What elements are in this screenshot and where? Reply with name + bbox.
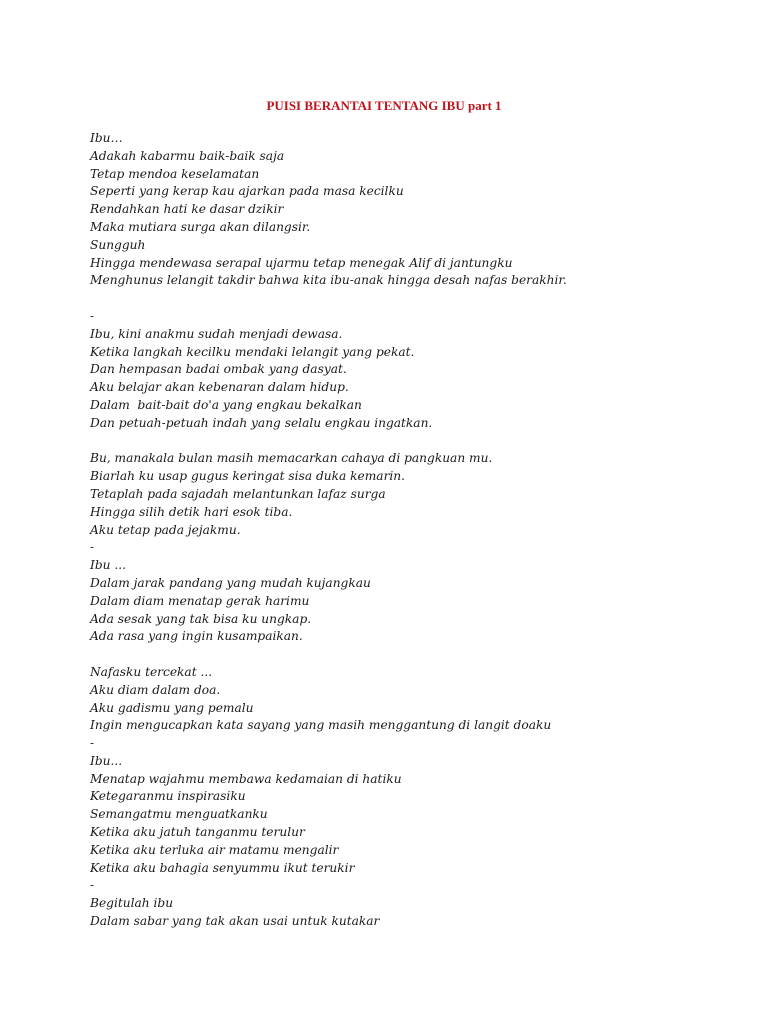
document-title: PUISI BERANTAI TENTANG IBU part 1: [266, 98, 502, 113]
poem-line: Ketika aku jatuh tanganmu terulur: [90, 825, 305, 840]
poem-line: Dalam jarak pandang yang mudah kujangkau: [90, 575, 371, 590]
poem-line: Ketika aku bahagia senyummu ikut terukir: [90, 860, 355, 875]
poem-line: Tetap mendoa keselamatan: [90, 166, 260, 181]
poem-line: -: [90, 736, 95, 751]
poem-line: Menghunus lelangit takdir bahwa kita ibu-anak hingga desah nafas berakhir.: [90, 273, 567, 288]
poem-line: Hingga mendewasa serapal ujarmu tetap menegak Alif di jantungku: [90, 255, 513, 270]
poem-line: Rendahkan hati ke dasar dzikir: [90, 202, 284, 217]
poem-line: Ketika aku terluka air matamu mengalir: [90, 842, 339, 857]
poem-line: Ketegaranmu inspirasiku: [90, 789, 246, 804]
poem-line: Nafasku tercekat ...: [90, 664, 213, 679]
poem-line: Ibu ...: [90, 558, 126, 573]
poem-line: [90, 433, 750, 451]
poem-line: Dalam sabar yang tak akan usai untuk kutakar: [90, 914, 380, 929]
poem-line: Aku gadismu yang pemalu: [90, 700, 254, 715]
poem-line: Biarlah ku usap gugus keringat sisa duka kemarin.: [90, 469, 406, 484]
poem-line: -: [90, 878, 95, 893]
poem-line: -: [90, 308, 95, 323]
poem-line: Aku tetap pada jejakmu.: [90, 522, 241, 537]
poem-line: [90, 290, 750, 308]
poem-line: Adakah kabarmu baik-baik saja: [90, 148, 285, 163]
poem-line: Dan petuah-petuah indah yang selalu engkau ingatkan.: [90, 415, 433, 430]
poem-line: -: [90, 540, 95, 555]
poem-line: Ibu...: [90, 753, 123, 768]
poem-line: Sungguh: [90, 237, 146, 252]
poem-line: Tetaplah pada sajadah melantunkan lafaz surga: [90, 486, 386, 501]
poem-line: Aku belajar akan kebenaran dalam hidup.: [90, 380, 349, 395]
poem-line: Semangatmu menguatkanku: [90, 807, 268, 822]
poem-line: Bu, manakala bulan masih memacarkan cahaya di pangkuan mu.: [90, 451, 493, 466]
poem-line: Dan hempasan badai ombak yang dasyat.: [90, 362, 347, 377]
poem-line: Ada rasa yang ingin kusampaikan.: [90, 629, 303, 644]
poem-line: Ada sesak yang tak bisa ku ungkap.: [90, 611, 312, 626]
poem-line: Ketika langkah kecilku mendaki lelangit yang pekat.: [90, 344, 415, 359]
poem-line: Dalam bait-bait do'a yang engkau bekalkan: [90, 397, 362, 412]
poem-line: Maka mutiara surga akan dilangsir.: [90, 219, 311, 234]
poem-line: [90, 646, 750, 664]
poem-line: Menatap wajahmu membawa kedamaian di hatiku: [90, 771, 402, 786]
poem-line: Ibu…: [90, 131, 123, 145]
poem-line: Hingga silih detik hari esok tiba.: [90, 504, 293, 519]
poem-line: Dalam diam menatap gerak harimu: [90, 593, 310, 608]
poem-line: Begitulah ibu: [90, 896, 174, 911]
poem-line: Ingin mengucapkan kata sayang yang masih menggantung di langit doaku: [90, 718, 552, 733]
poem-line: Ibu, kini anakmu sudah menjadi dewasa.: [90, 326, 343, 341]
poem-body: [90, 130, 750, 931]
poem-line: Aku diam dalam doa.: [90, 682, 221, 697]
poem-line: Seperti yang kerap kau ajarkan pada masa kecilku: [90, 184, 404, 199]
